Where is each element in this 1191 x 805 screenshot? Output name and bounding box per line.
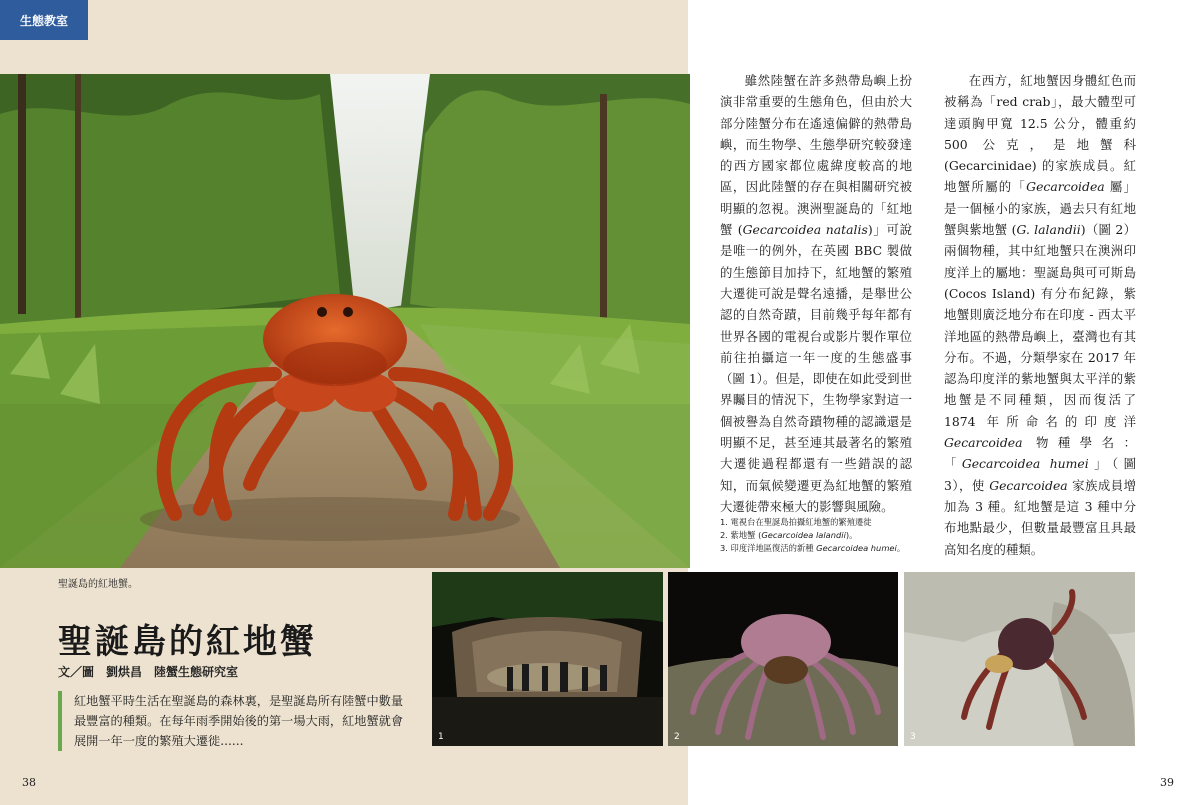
page-number-right: 39 [1160, 776, 1174, 789]
photo-2 [668, 572, 898, 746]
caption-1: 1. 電視台在聖誕島拍攝紅地蟹的繁殖遷徙 [720, 517, 872, 527]
body-column-1: 雖然陸蟹在許多熱帶島嶼上扮演非常重要的生態角色，但由於大部分陸蟹分布在遙遠偏僻的熱帶島嶼，而生物學、生態學研究較發達的西方國家都位處緯度較高的地區，因此陸蟹的存在與相關研究被明顯的忽視。澳洲聖誕島的「紅地蟹 (Gecarcoidea natalis)」可說是唯一的例外，在英國 BBC 製做的生態節目加持下，紅地蟹的繁殖大遷徙可說是聲名遠播，是舉世公認的自然奇蹟，目前幾乎每年都有世界各國的電視台或影片製作單位前往拍攝這一年一度的生態盛事（圖 1）。但是，即使在如此受到世界矚目的情況下，生物學家對這一個被譽為自然奇蹟物種的認識還是明顯不足，甚至連其最著名的繁殖大遷徙過程都還有一些錯誤的認知，而氣候變遷更為紅地蟹的繁殖大遷徙帶來極大的影響與風險。 [720, 73, 912, 514]
article-title: 聖誕島的紅地蟹 [58, 622, 317, 662]
caption-2: 2. 紫地蟹 (Gecarcoidea lalandii)。 [720, 530, 858, 540]
humei-crab-photo [904, 572, 1135, 746]
byline: 文／圖 劉烘昌 陸蟹生態研究室 [58, 665, 239, 679]
photo-number: 1 [438, 732, 444, 742]
section-tab: 生態教室 [0, 0, 88, 40]
hero-caption: 聖誕島的紅地蟹。 [58, 579, 138, 590]
night-filming-photo [432, 572, 663, 746]
hero-photo [0, 74, 690, 568]
red-crab-photo [0, 74, 690, 568]
photo-3 [904, 572, 1135, 746]
photo-1 [432, 572, 663, 746]
photo-number: 3 [910, 732, 916, 742]
caption-3: 3. 印度洋地區復活的新種 Gecarcoidea humei。 [720, 543, 906, 553]
intro-paragraph: 紅地蟹平時生活在聖誕島的森林裏，是聖誕島所有陸蟹中數量最豐富的種類。在每年雨季開始後的第一場大雨，紅地蟹就會展開一年一度的繁殖大遷徙...... [58, 691, 409, 751]
purple-crab-photo [668, 572, 898, 746]
body-column-2: 在西方，紅地蟹因身體紅色而被稱為「red crab」，最大體型可達頭胸甲寬 12.5 公分，體重約 500 公克，是地蟹科 (Gecarcinidae) 的家族成員。紅地蟹所屬的「Gecarcoidea 屬」是一個極小的家族，過去只有紅地蟹與紫地蟹 (G. lalandii)（圖 2）兩個物種，其中紅地蟹只在澳洲印度洋上的屬地：聖誕島與可可斯島 (Cocos Island) 有分布紀錄，紫地蟹則廣泛地分布在印度 - 西太平洋地區的熱帶島嶼上，臺灣也有其分布。不過，分類學家在 2017 年認為印度洋的紫地蟹與太平洋的紫地蟹是不同種類，因而復活了 1874 年所命名的印度洋 Gecarcoidea 物種學名：「Gecarcoidea humei」（圖 3），使 Gecarcoidea 家族成員增加為 3 種。紅地蟹是這 3 種中分布地點最少，但數量最豐富且具最高知名度的種類。 [944, 73, 1136, 557]
photo-number: 2 [674, 732, 680, 742]
figure-captions [720, 516, 1120, 555]
page-number-left: 38 [22, 776, 36, 789]
